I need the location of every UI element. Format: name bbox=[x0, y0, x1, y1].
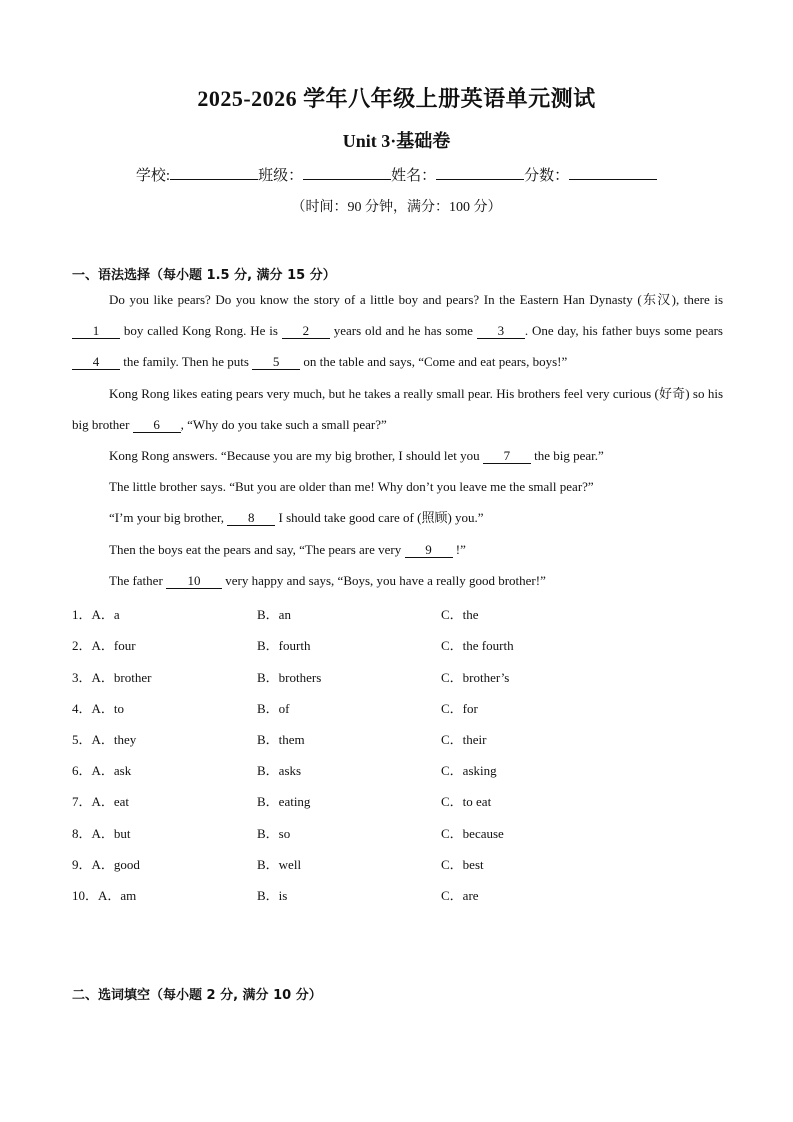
option-a[interactable]: 5．A．they bbox=[72, 732, 137, 747]
passage-paragraph-6 bbox=[72, 534, 723, 565]
question-row bbox=[72, 854, 723, 874]
option-c[interactable]: C．the bbox=[441, 607, 479, 622]
question-row bbox=[72, 760, 723, 780]
passage-text: Do you like pears? Do you know the story of a little boy and pears? In the Eastern Han Dynasty (东汉), there is bbox=[109, 292, 723, 307]
school-field[interactable] bbox=[170, 165, 258, 180]
passage-text: Then the boys eat the pears and say, “The pears are very bbox=[109, 542, 405, 557]
option-b[interactable]: B．an bbox=[257, 607, 291, 622]
option-a[interactable]: 7．A．eat bbox=[72, 794, 130, 809]
blank-6: 6 bbox=[133, 417, 181, 433]
blank-3: 3 bbox=[477, 323, 525, 339]
option-c[interactable]: C．their bbox=[441, 732, 487, 747]
option-b[interactable]: B．well bbox=[257, 857, 302, 872]
class-field[interactable] bbox=[303, 165, 391, 180]
question-row bbox=[72, 823, 723, 843]
passage-text: years old and he has some bbox=[329, 323, 477, 339]
student-info-line bbox=[0, 164, 793, 185]
option-c[interactable]: C．to eat bbox=[441, 794, 492, 809]
blank-7: 7 bbox=[483, 448, 531, 464]
question-row bbox=[72, 604, 723, 624]
passage-paragraph-3 bbox=[72, 440, 723, 471]
question-row bbox=[72, 698, 723, 718]
option-c[interactable]: C．asking bbox=[441, 763, 497, 778]
option-a[interactable]: 9．A．good bbox=[72, 857, 140, 872]
option-a[interactable]: 8．A．but bbox=[72, 826, 131, 841]
passage-text: !” bbox=[452, 542, 466, 557]
question-row bbox=[72, 635, 723, 655]
passage-text: on the table and says, “Come and eat pears, boys!” bbox=[300, 354, 568, 370]
passage-text: boy called Kong Rong. He is bbox=[120, 323, 282, 339]
question-row bbox=[72, 885, 723, 905]
passage-text: “I’m your big brother, bbox=[109, 510, 228, 525]
option-c[interactable]: C．for bbox=[441, 701, 478, 716]
option-b[interactable]: B．brothers bbox=[257, 670, 322, 685]
blank-9: 9 bbox=[405, 542, 453, 558]
question-row bbox=[72, 667, 723, 687]
blank-4: 4 bbox=[72, 354, 120, 370]
blank-2: 2 bbox=[282, 323, 330, 339]
score-field[interactable] bbox=[569, 165, 657, 180]
option-a[interactable]: 1．A．a bbox=[72, 607, 120, 622]
option-a[interactable]: 4．A．to bbox=[72, 701, 125, 716]
passage-text: Kong Rong answers. “Because you are my big brother, I should let you bbox=[109, 448, 483, 463]
option-c[interactable]: C．are bbox=[441, 888, 479, 903]
option-c[interactable]: C．the fourth bbox=[441, 638, 514, 653]
class-label: 班级： bbox=[258, 168, 304, 184]
option-a[interactable]: 10．A．am bbox=[72, 888, 137, 903]
time-info: （时间：90 分钟，满分：100 分） bbox=[291, 200, 502, 215]
school-label: 学校: bbox=[135, 168, 171, 184]
option-a[interactable]: 3．A．brother bbox=[72, 670, 152, 685]
option-c[interactable]: C．best bbox=[441, 857, 484, 872]
name-field[interactable] bbox=[436, 165, 524, 180]
blank-1: 1 bbox=[72, 323, 120, 339]
option-b[interactable]: B．so bbox=[257, 826, 291, 841]
passage-text: very happy and says, “Boys, you have a really good brother!” bbox=[222, 573, 546, 588]
page-subtitle: Unit 3·基础卷 bbox=[342, 131, 451, 151]
passage-text: I should take good care of (照顾) you.” bbox=[275, 510, 484, 525]
option-b[interactable]: B．is bbox=[257, 888, 288, 903]
passage-text: Kong Rong likes eating pears very much, but he takes a really small pear. His brothers feel very curious (好奇) so his big brother bbox=[72, 386, 723, 433]
page-title: 2025-2026 学年八年级上册英语单元测试 bbox=[197, 86, 596, 111]
passage-text: , “Why do you take such a small pear?” bbox=[180, 417, 387, 433]
passage-text: . One day, his father buys some pears bbox=[524, 323, 723, 339]
question-row bbox=[72, 791, 723, 811]
passage-paragraph-5 bbox=[72, 502, 723, 533]
passage-paragraph-7 bbox=[72, 565, 723, 596]
option-b[interactable]: B．eating bbox=[257, 794, 311, 809]
passage-text: the family. Then he puts bbox=[120, 354, 253, 370]
score-label: 分数： bbox=[524, 168, 570, 184]
passage-paragraph-4: The little brother says. “But you are older than me! Why don’t you leave me the small pear?” bbox=[109, 479, 594, 494]
option-c[interactable]: C．because bbox=[441, 826, 504, 841]
option-a[interactable]: 6．A．ask bbox=[72, 763, 132, 778]
passage-paragraph-1 bbox=[72, 284, 723, 378]
passage-text: The father bbox=[109, 573, 167, 588]
option-b[interactable]: B．them bbox=[257, 732, 305, 747]
passage-paragraph-2 bbox=[72, 378, 723, 440]
option-a[interactable]: 2．A．four bbox=[72, 638, 136, 653]
question-row bbox=[72, 729, 723, 749]
section-2-heading: 二、选词填空（每小题 2 分, 满分 10 分） bbox=[72, 988, 322, 1003]
option-b[interactable]: B．asks bbox=[257, 763, 302, 778]
passage-text: the big pear.” bbox=[530, 448, 604, 463]
name-label: 姓名： bbox=[391, 168, 437, 184]
blank-8: 8 bbox=[227, 510, 275, 526]
option-b[interactable]: B．fourth bbox=[257, 638, 311, 653]
option-c[interactable]: C．brother’s bbox=[441, 670, 510, 685]
option-b[interactable]: B．of bbox=[257, 701, 290, 716]
blank-5: 5 bbox=[252, 354, 300, 370]
blank-10: 10 bbox=[166, 573, 222, 589]
section-1-heading: 一、语法选择（每小题 1.5 分, 满分 15 分） bbox=[72, 268, 336, 283]
